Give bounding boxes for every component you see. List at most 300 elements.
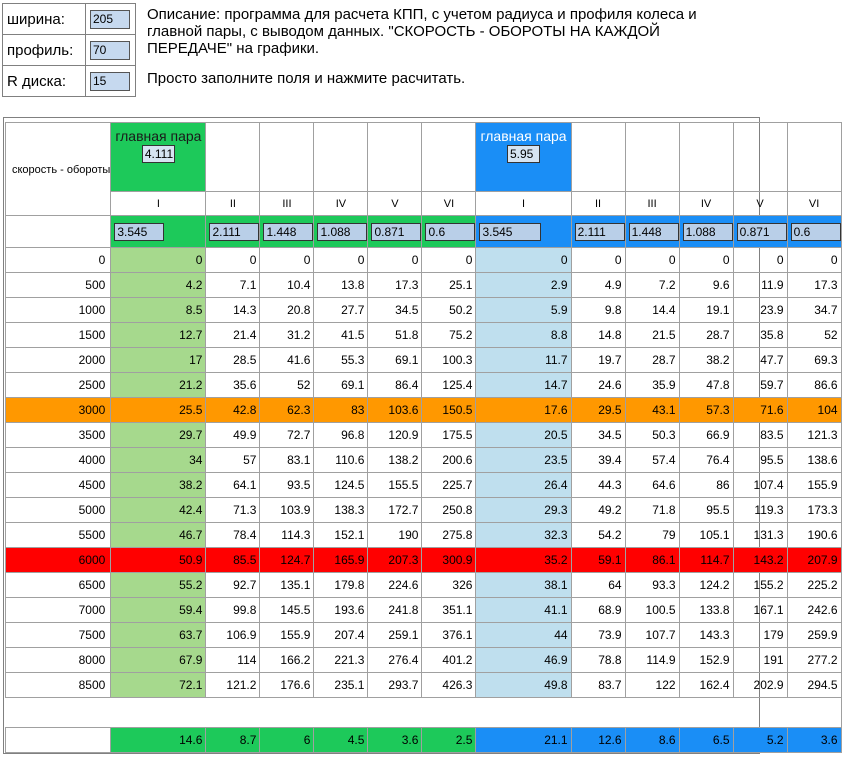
table-row — [6, 348, 842, 373]
speed-cell: 300.9 — [422, 548, 476, 573]
table-row — [6, 648, 842, 673]
speed-cell: 166.2 — [260, 648, 314, 673]
speed-cell: 426.3 — [422, 673, 476, 698]
speed-cell: 242.6 — [787, 598, 841, 623]
speed-cell: 5.9 — [476, 298, 571, 323]
speed-cell: 83.1 — [260, 448, 314, 473]
speed-cell: 2.9 — [476, 273, 571, 298]
description-text: Описание: программа для расчета КПП, с учетом радиуса и профиля колеса и главной пары, с выводом данных. "СКОРОСТЬ - ОБОРОТЫ НА КАЖДОЙ ПЕРЕДАЧЕ" на графики. — [147, 6, 697, 57]
speed-cell: 46.9 — [476, 648, 571, 673]
param-input-cell — [86, 4, 136, 35]
speed-cell: 0 — [206, 248, 260, 273]
speed-cell: 54.2 — [571, 523, 625, 548]
gear-name: V — [733, 192, 787, 216]
speed-cell: 29.5 — [571, 398, 625, 423]
speed-cell: 124.7 — [260, 548, 314, 573]
table-row — [6, 423, 842, 448]
footer-value: 12.6 — [571, 728, 625, 753]
param-row — [3, 35, 136, 66]
empty-cell — [206, 123, 260, 192]
speed-cell: 35.8 — [733, 323, 787, 348]
speed-cell: 4.2 — [111, 273, 206, 298]
speed-cell: 179 — [733, 623, 787, 648]
speed-cell: 59.1 — [571, 548, 625, 573]
speed-cell: 92.7 — [206, 573, 260, 598]
speed-cell: 69.1 — [368, 348, 422, 373]
speed-cell: 78.8 — [571, 648, 625, 673]
speed-cell: 50.3 — [625, 423, 679, 448]
speed-cell: 376.1 — [422, 623, 476, 648]
speed-cell: 23.5 — [476, 448, 571, 473]
spacer-row — [6, 698, 842, 728]
speed-cell: 8.8 — [476, 323, 571, 348]
speed-cell: 25.1 — [422, 273, 476, 298]
footer-row — [6, 728, 842, 753]
speed-cell: 114 — [206, 648, 260, 673]
speed-cell: 39.4 — [571, 448, 625, 473]
speed-cell: 71.8 — [625, 498, 679, 523]
rpm-cell: 1000 — [6, 298, 111, 323]
table-row — [6, 673, 842, 698]
highlighted-row-red — [6, 548, 842, 573]
speed-cell: 4.9 — [571, 273, 625, 298]
gear-ratio-input[interactable]: 1.088 — [317, 223, 367, 241]
footer-value: 6 — [260, 728, 314, 753]
gear-name: I — [111, 192, 206, 216]
table-row — [6, 598, 842, 623]
speed-cell: 73.9 — [571, 623, 625, 648]
speed-cell: 0 — [260, 248, 314, 273]
param-label: профиль: — [3, 35, 86, 66]
speed-cell: 57 — [206, 448, 260, 473]
footer-value: 14.6 — [111, 728, 206, 753]
speed-cell: 85.5 — [206, 548, 260, 573]
speed-cell: 100.5 — [625, 598, 679, 623]
speed-cell: 69.1 — [314, 373, 368, 398]
speed-cell: 155.2 — [733, 573, 787, 598]
speed-cell: 104 — [787, 398, 841, 423]
tire-parameters — [2, 3, 136, 97]
speed-cell: 190 — [368, 523, 422, 548]
speed-cell: 106.9 — [206, 623, 260, 648]
rpm-cell: 4500 — [6, 473, 111, 498]
speed-cell: 49.2 — [571, 498, 625, 523]
speed-cell: 12.7 — [111, 323, 206, 348]
gear-ratio-row — [6, 216, 842, 248]
rpm-cell: 7000 — [6, 598, 111, 623]
speed-cell: 138.6 — [787, 448, 841, 473]
speed-cell: 41.6 — [260, 348, 314, 373]
speed-cell: 17.3 — [368, 273, 422, 298]
speed-cell: 20.8 — [260, 298, 314, 323]
speed-cell: 14.4 — [625, 298, 679, 323]
speed-cell: 135.1 — [260, 573, 314, 598]
speed-cell: 47.8 — [679, 373, 733, 398]
speed-cell: 11.7 — [476, 348, 571, 373]
speed-cell: 75.2 — [422, 323, 476, 348]
speed-cell: 162.4 — [679, 673, 733, 698]
speed-cell: 72.7 — [260, 423, 314, 448]
empty-cell — [6, 728, 111, 753]
rpm-cell: 8500 — [6, 673, 111, 698]
speed-cell: 49.9 — [206, 423, 260, 448]
gear-ratio-cell — [787, 216, 841, 248]
gear-name: III — [260, 192, 314, 216]
footer-value: 3.6 — [368, 728, 422, 753]
gear-ratio-cell — [260, 216, 314, 248]
speed-cell: 138.2 — [368, 448, 422, 473]
speed-cell: 83.5 — [733, 423, 787, 448]
speed-cell: 0 — [111, 248, 206, 273]
speed-cell: 57.3 — [679, 398, 733, 423]
speed-cell: 121.2 — [206, 673, 260, 698]
speed-cell: 152.1 — [314, 523, 368, 548]
footer-value: 2.5 — [422, 728, 476, 753]
table-row — [6, 448, 842, 473]
footer-value: 21.1 — [476, 728, 571, 753]
table-row — [6, 298, 842, 323]
final-drive-title: главная пара — [480, 128, 567, 144]
speed-cell: 202.9 — [733, 673, 787, 698]
speed-cell: 26.4 — [476, 473, 571, 498]
speed-cell: 0 — [787, 248, 841, 273]
gear-ratio-input[interactable]: 0.871 — [371, 223, 421, 241]
final-drive-header — [476, 123, 571, 192]
speed-cell: 29.7 — [111, 423, 206, 448]
speed-cell: 42.8 — [206, 398, 260, 423]
rpm-cell: 0 — [6, 248, 111, 273]
gear-ratio-cell — [422, 216, 476, 248]
speed-cell: 17.3 — [787, 273, 841, 298]
speed-cell: 235.1 — [314, 673, 368, 698]
empty-cell — [422, 123, 476, 192]
table-row — [6, 523, 842, 548]
gear-ratio-input[interactable]: 3.545 — [114, 223, 164, 241]
gear-ratio-input[interactable]: 2.111 — [209, 223, 259, 241]
param-input-cell — [86, 66, 136, 97]
empty-cell — [260, 123, 314, 192]
speed-cell: 44 — [476, 623, 571, 648]
param-input[interactable]: 70 — [90, 41, 130, 60]
gear-ratio-input[interactable]: 0.6 — [791, 223, 841, 241]
speed-cell: 224.6 — [368, 573, 422, 598]
param-row — [3, 66, 136, 97]
speed-cell: 167.1 — [733, 598, 787, 623]
speed-cell: 114.7 — [679, 548, 733, 573]
speed-cell: 76.4 — [679, 448, 733, 473]
footer-value: 3.6 — [787, 728, 841, 753]
speed-cell: 122 — [625, 673, 679, 698]
speed-cell: 401.2 — [422, 648, 476, 673]
speed-cell: 34 — [111, 448, 206, 473]
speed-cell: 50.9 — [111, 548, 206, 573]
speed-cell: 207.4 — [314, 623, 368, 648]
rpm-cell: 2000 — [6, 348, 111, 373]
gear-name: II — [571, 192, 625, 216]
speed-cell: 64.6 — [625, 473, 679, 498]
gear-ratio-cell — [314, 216, 368, 248]
speed-cell: 13.8 — [314, 273, 368, 298]
speed-cell: 50.2 — [422, 298, 476, 323]
table-row — [6, 573, 842, 598]
speed-cell: 0 — [625, 248, 679, 273]
speed-cell: 114.3 — [260, 523, 314, 548]
table-row — [6, 248, 842, 273]
speed-cell: 17.6 — [476, 398, 571, 423]
corner-label: скорость - обороты — [6, 123, 111, 216]
speed-cell: 21.5 — [625, 323, 679, 348]
gear-name: IV — [314, 192, 368, 216]
speed-cell: 121.3 — [787, 423, 841, 448]
speed-cell: 326 — [422, 573, 476, 598]
footer-value: 6.5 — [679, 728, 733, 753]
gear-ratio-cell — [476, 216, 571, 248]
speed-cell: 172.7 — [368, 498, 422, 523]
gear-ratio-cell — [679, 216, 733, 248]
empty-cell — [314, 123, 368, 192]
speed-cell: 79 — [625, 523, 679, 548]
hint-text: Просто заполните поля и нажмите расчитать. — [147, 70, 466, 87]
gear-ratio-cell — [206, 216, 260, 248]
speed-cell: 21.2 — [111, 373, 206, 398]
speed-cell: 207.3 — [368, 548, 422, 573]
speed-cell: 14.8 — [571, 323, 625, 348]
speed-cell: 57.4 — [625, 448, 679, 473]
rpm-cell: 1500 — [6, 323, 111, 348]
speed-cell: 125.4 — [422, 373, 476, 398]
speed-cell: 0 — [733, 248, 787, 273]
final-drive-header — [111, 123, 206, 192]
speed-cell: 35.6 — [206, 373, 260, 398]
speed-cell: 35.2 — [476, 548, 571, 573]
speed-cell: 145.5 — [260, 598, 314, 623]
speed-cell: 46.7 — [111, 523, 206, 548]
speed-cell: 38.2 — [679, 348, 733, 373]
table-row — [6, 273, 842, 298]
speed-cell: 62.3 — [260, 398, 314, 423]
param-row — [3, 4, 136, 35]
speed-cell: 64.1 — [206, 473, 260, 498]
speed-cell: 11.9 — [733, 273, 787, 298]
rpm-cell: 7500 — [6, 623, 111, 648]
speed-cell: 124.2 — [679, 573, 733, 598]
speed-cell: 293.7 — [368, 673, 422, 698]
speed-cell: 119.3 — [733, 498, 787, 523]
speed-cell: 107.7 — [625, 623, 679, 648]
speed-cell: 41.5 — [314, 323, 368, 348]
rpm-cell: 3000 — [6, 398, 111, 423]
empty-cell — [368, 123, 422, 192]
speed-cell: 29.3 — [476, 498, 571, 523]
gear-name: V — [368, 192, 422, 216]
table-row — [6, 498, 842, 523]
speed-cell: 47.7 — [733, 348, 787, 373]
speed-cell: 221.3 — [314, 648, 368, 673]
speed-cell: 67.9 — [111, 648, 206, 673]
speed-cell: 93.5 — [260, 473, 314, 498]
speed-cell: 110.6 — [314, 448, 368, 473]
speed-cell: 191 — [733, 648, 787, 673]
rpm-cell: 4000 — [6, 448, 111, 473]
param-input[interactable]: 205 — [90, 10, 130, 29]
speed-cell: 99.8 — [206, 598, 260, 623]
table-row — [6, 373, 842, 398]
speed-cell: 86.1 — [625, 548, 679, 573]
speed-cell: 133.8 — [679, 598, 733, 623]
speed-cell: 9.8 — [571, 298, 625, 323]
speed-cell: 64 — [571, 573, 625, 598]
speed-cell: 179.8 — [314, 573, 368, 598]
speed-cell: 200.6 — [422, 448, 476, 473]
speed-cell: 32.3 — [476, 523, 571, 548]
param-label: ширина: — [3, 4, 86, 35]
footer-value: 8.6 — [625, 728, 679, 753]
speed-cell: 83 — [314, 398, 368, 423]
speed-cell: 193.6 — [314, 598, 368, 623]
speed-cell: 34.5 — [571, 423, 625, 448]
gear-ratio-input[interactable]: 1.448 — [629, 223, 679, 241]
speed-cell: 155.9 — [787, 473, 841, 498]
speed-cell: 250.8 — [422, 498, 476, 523]
speed-cell: 59.7 — [733, 373, 787, 398]
footer-value: 8.7 — [206, 728, 260, 753]
gear-ratio-cell — [625, 216, 679, 248]
spacer-cell — [6, 698, 842, 728]
param-label: R диска: — [3, 66, 86, 97]
speed-cell: 14.7 — [476, 373, 571, 398]
gear-ratio-cell — [571, 216, 625, 248]
speed-cell: 20.5 — [476, 423, 571, 448]
speed-cell: 103.6 — [368, 398, 422, 423]
speed-cell: 277.2 — [787, 648, 841, 673]
gear-ratio-input[interactable]: 1.448 — [263, 223, 313, 241]
speed-cell: 0 — [476, 248, 571, 273]
speed-cell: 55.3 — [314, 348, 368, 373]
speed-cell: 7.2 — [625, 273, 679, 298]
empty-cell — [679, 123, 733, 192]
empty-cell — [787, 123, 841, 192]
speed-cell: 35.9 — [625, 373, 679, 398]
highlighted-row-orange — [6, 398, 842, 423]
speed-cell: 120.9 — [368, 423, 422, 448]
speed-cell: 31.2 — [260, 323, 314, 348]
speed-cell: 44.3 — [571, 473, 625, 498]
speed-cell: 131.3 — [733, 523, 787, 548]
speed-cell: 41.1 — [476, 598, 571, 623]
speed-cell: 190.6 — [787, 523, 841, 548]
gear-ratio-input[interactable]: 3.545 — [479, 223, 541, 241]
gear-name: II — [206, 192, 260, 216]
final-drive-input[interactable]: 4.111 — [142, 145, 175, 163]
gear-ratio-input[interactable]: 2.111 — [575, 223, 625, 241]
speed-cell: 23.9 — [733, 298, 787, 323]
speed-cell: 28.7 — [625, 348, 679, 373]
speed-cell: 124.5 — [314, 473, 368, 498]
gear-ratio-input[interactable]: 0.6 — [425, 223, 475, 241]
speed-cell: 173.3 — [787, 498, 841, 523]
speed-cell: 0 — [422, 248, 476, 273]
speed-cell: 259.9 — [787, 623, 841, 648]
speed-cell: 72.1 — [111, 673, 206, 698]
speed-cell: 43.1 — [625, 398, 679, 423]
param-input-cell — [86, 35, 136, 66]
speed-cell: 165.9 — [314, 548, 368, 573]
speed-cell: 155.5 — [368, 473, 422, 498]
speed-cell: 276.4 — [368, 648, 422, 673]
empty-cell — [625, 123, 679, 192]
rpm-cell: 5500 — [6, 523, 111, 548]
gear-ratio-input[interactable]: 1.088 — [683, 223, 733, 241]
speed-cell: 96.8 — [314, 423, 368, 448]
final-drive-input[interactable]: 5.95 — [507, 145, 540, 163]
speed-cell: 28.7 — [679, 323, 733, 348]
speed-cell: 86.4 — [368, 373, 422, 398]
speed-cell: 38.2 — [111, 473, 206, 498]
speed-cell: 17 — [111, 348, 206, 373]
speed-cell: 93.3 — [625, 573, 679, 598]
rpm-cell: 500 — [6, 273, 111, 298]
footer-value: 4.5 — [314, 728, 368, 753]
speed-cell: 14.3 — [206, 298, 260, 323]
speed-cell: 34.7 — [787, 298, 841, 323]
speed-cell: 69.3 — [787, 348, 841, 373]
gear-ratio-cell — [111, 216, 206, 248]
speed-cell: 86.6 — [787, 373, 841, 398]
speed-cell: 59.4 — [111, 598, 206, 623]
speed-cell: 105.1 — [679, 523, 733, 548]
table-row — [6, 473, 842, 498]
empty-cell — [571, 123, 625, 192]
speed-cell: 143.2 — [733, 548, 787, 573]
speed-cell: 107.4 — [733, 473, 787, 498]
final-drive-title: главная пара — [115, 128, 202, 144]
speed-cell: 63.7 — [111, 623, 206, 648]
gear-ratio-input[interactable]: 0.871 — [737, 223, 787, 241]
speed-cell: 103.9 — [260, 498, 314, 523]
description-panel — [147, 6, 747, 100]
speed-cell: 95.5 — [733, 448, 787, 473]
speed-rpm-table — [5, 122, 842, 753]
speed-cell: 241.8 — [368, 598, 422, 623]
speed-cell: 0 — [368, 248, 422, 273]
speed-cell: 21.4 — [206, 323, 260, 348]
speed-cell: 9.6 — [679, 273, 733, 298]
speed-cell: 0 — [314, 248, 368, 273]
rpm-cell: 6000 — [6, 548, 111, 573]
speed-cell: 28.5 — [206, 348, 260, 373]
speed-cell: 294.5 — [787, 673, 841, 698]
speed-cell: 83.7 — [571, 673, 625, 698]
speed-cell: 150.5 — [422, 398, 476, 423]
speed-cell: 42.4 — [111, 498, 206, 523]
gear-name: III — [625, 192, 679, 216]
speed-cell: 52 — [260, 373, 314, 398]
speed-cell: 78.4 — [206, 523, 260, 548]
speed-cell: 95.5 — [679, 498, 733, 523]
gear-name: VI — [787, 192, 841, 216]
speed-cell: 8.5 — [111, 298, 206, 323]
empty-cell — [6, 216, 111, 248]
speed-cell: 71.3 — [206, 498, 260, 523]
speed-cell: 225.7 — [422, 473, 476, 498]
speed-cell: 100.3 — [422, 348, 476, 373]
param-input[interactable]: 15 — [90, 72, 130, 91]
rpm-cell: 8000 — [6, 648, 111, 673]
speed-cell: 55.2 — [111, 573, 206, 598]
speed-cell: 275.8 — [422, 523, 476, 548]
speed-cell: 19.7 — [571, 348, 625, 373]
gear-name: VI — [422, 192, 476, 216]
